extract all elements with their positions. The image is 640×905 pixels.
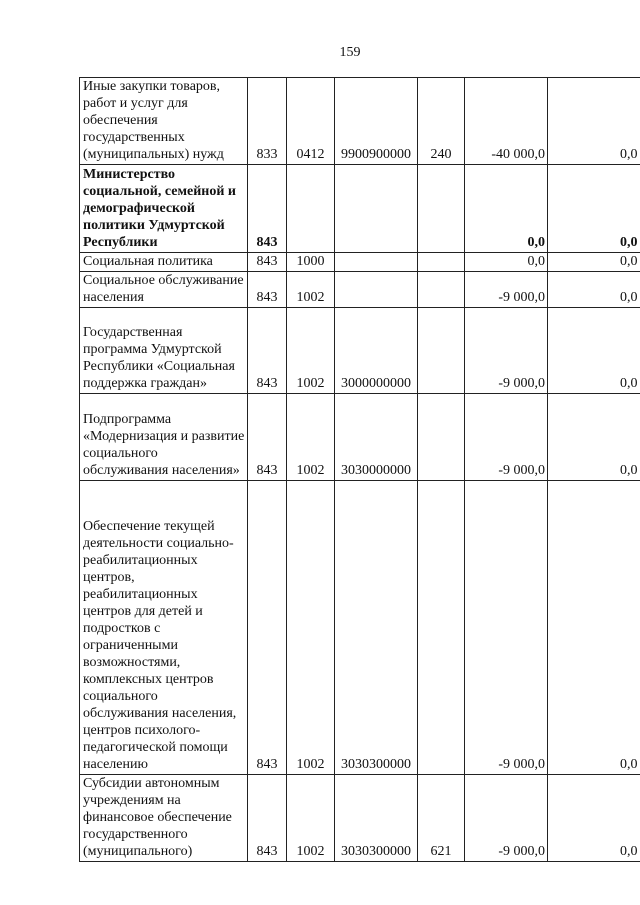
section-code: 1000	[287, 253, 335, 272]
section-code: 0412	[287, 78, 335, 165]
target-code: 3030000000	[335, 394, 418, 481]
amount-change: 0,0	[465, 165, 548, 253]
table-row	[80, 775, 640, 862]
amount-change-next: 0,0	[548, 481, 640, 775]
expense-type-code	[418, 481, 465, 775]
budget-table	[79, 77, 640, 862]
section-code: 1002	[287, 775, 335, 862]
target-code	[335, 165, 418, 253]
expense-type-code	[418, 272, 465, 308]
table-row	[80, 78, 640, 165]
table-row	[80, 165, 640, 253]
page-number: 159	[339, 45, 361, 60]
amount-change: -9 000,0	[465, 775, 548, 862]
row-name: Обеспечение текущей деятельности социально-реабилитационных центров, реабилитационных центров для детей и подростков с ограниченными возможностями, комплексных центров социального обслуживания населения, центров психолого-педагогической помощи населению	[80, 481, 248, 775]
row-name: Социальная политика	[80, 253, 248, 272]
ministry-code: 843	[248, 165, 287, 253]
amount-change-next: 0,0	[548, 394, 640, 481]
expense-type-code	[418, 308, 465, 394]
amount-change-next: 0,0	[548, 78, 640, 165]
section-code: 1002	[287, 394, 335, 481]
row-name: Социальное обслуживание населения	[80, 272, 248, 308]
row-name: Министерство социальной, семейной и демографической политики Удмуртской Республики	[80, 165, 248, 253]
target-code: 3000000000	[335, 308, 418, 394]
table-row	[80, 481, 640, 775]
ministry-code: 843	[248, 394, 287, 481]
target-code: 3030300000	[335, 775, 418, 862]
row-name: Государственная программа Удмуртской Республики «Социальная поддержка граждан»	[80, 308, 248, 394]
amount-change: -40 000,0	[465, 78, 548, 165]
amount-change: -9 000,0	[465, 394, 548, 481]
ministry-code: 843	[248, 253, 287, 272]
section-code: 1002	[287, 308, 335, 394]
amount-change: 0,0	[465, 253, 548, 272]
row-name: Иные закупки товаров, работ и услуг для обеспечения государственных (муниципальных) нужд	[80, 78, 248, 165]
amount-change: -9 000,0	[465, 308, 548, 394]
target-code: 9900900000	[335, 78, 418, 165]
amount-change-next: 0,0	[548, 253, 640, 272]
amount-change-next: 0,0	[548, 165, 640, 253]
table-row	[80, 394, 640, 481]
amount-change: -9 000,0	[465, 481, 548, 775]
section-code	[287, 165, 335, 253]
amount-change-next: 0,0	[548, 272, 640, 308]
ministry-code: 843	[248, 775, 287, 862]
ministry-code: 843	[248, 308, 287, 394]
row-name: Субсидии автономным учреждениям на финансовое обеспечение государственного (муниципального)	[80, 775, 248, 862]
section-code: 1002	[287, 272, 335, 308]
expense-type-code	[418, 253, 465, 272]
amount-change: -9 000,0	[465, 272, 548, 308]
amount-change-next: 0,0	[548, 308, 640, 394]
ministry-code: 833	[248, 78, 287, 165]
table-row	[80, 308, 640, 394]
ministry-code: 843	[248, 481, 287, 775]
target-code: 3030300000	[335, 481, 418, 775]
expense-type-code: 621	[418, 775, 465, 862]
table-row	[80, 253, 640, 272]
ministry-code: 843	[248, 272, 287, 308]
expense-type-code	[418, 165, 465, 253]
section-code: 1002	[287, 481, 335, 775]
amount-change-next: 0,0	[548, 775, 640, 862]
table-row	[80, 272, 640, 308]
target-code	[335, 253, 418, 272]
row-name: Подпрограмма «Модернизация и развитие социального обслуживания населения»	[80, 394, 248, 481]
target-code	[335, 272, 418, 308]
expense-type-code	[418, 394, 465, 481]
expense-type-code: 240	[418, 78, 465, 165]
